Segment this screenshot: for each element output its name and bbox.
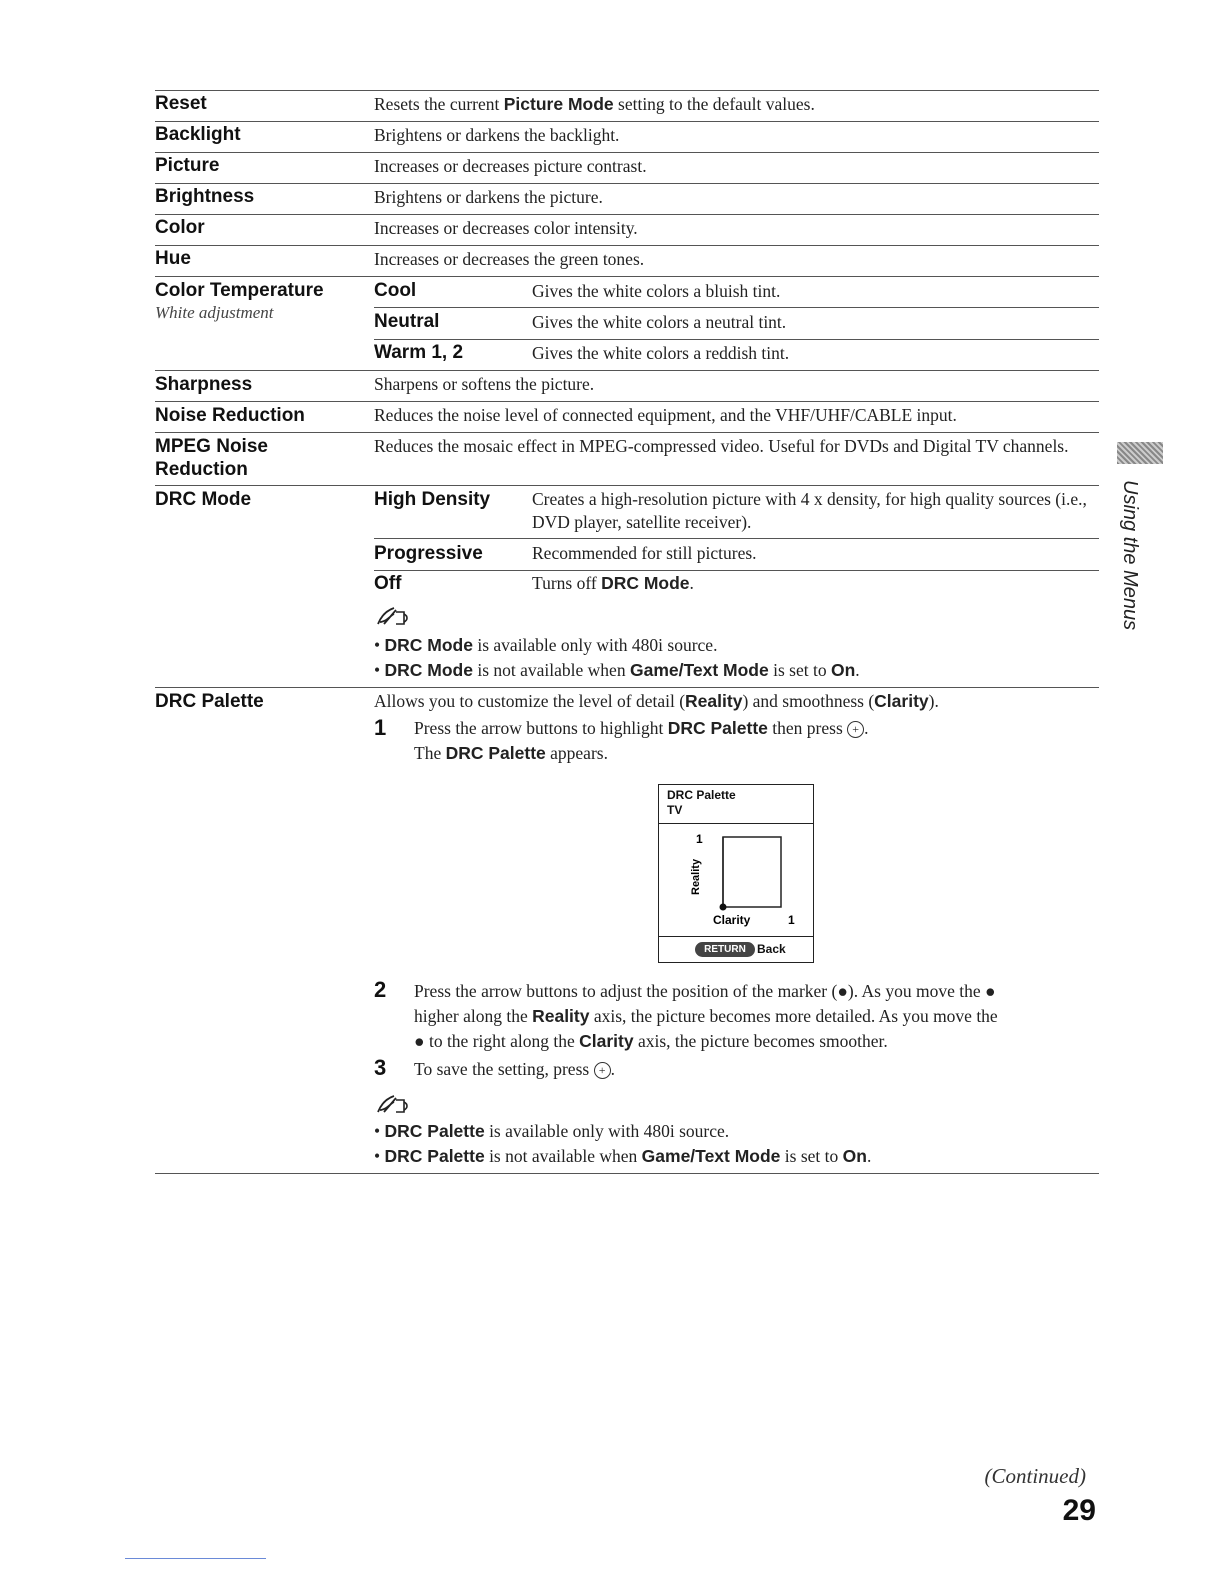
desc-noise-reduction: Reduces the noise level of connected equipment, and the VHF/UHF/CABLE input. bbox=[374, 405, 957, 425]
option-high-density: High Density bbox=[374, 489, 491, 510]
desc-reset: Resets the current Picture Mode setting to the default values. bbox=[374, 94, 815, 114]
enter-button-icon: + bbox=[847, 721, 864, 738]
desc-hue: Increases or decreases the green tones. bbox=[374, 249, 645, 269]
rule bbox=[155, 687, 1099, 688]
term-drc-palette: DRC Palette bbox=[155, 691, 264, 712]
term-noise-reduction: Noise Reduction bbox=[155, 405, 305, 426]
enter-button-icon: + bbox=[594, 1062, 611, 1079]
rule bbox=[155, 90, 1099, 91]
footer-line bbox=[125, 1558, 266, 1559]
option-warm-desc: Gives the white colors a reddish tint. bbox=[532, 343, 790, 363]
rule bbox=[155, 485, 1099, 486]
term-drc-mode: DRC Mode bbox=[155, 489, 252, 510]
desc-picture: Increases or decreases picture contrast. bbox=[374, 156, 647, 176]
drc-mode-note-2: • DRC Mode is not available when Game/Text Mode is set to On. bbox=[374, 660, 860, 680]
term-sharpness: Sharpness bbox=[155, 374, 253, 395]
option-off: Off bbox=[374, 573, 402, 594]
desc-brightness: Brightens or darkens the picture. bbox=[374, 187, 603, 207]
term-color-temperature: Color Temperature bbox=[155, 280, 324, 301]
rule bbox=[155, 401, 1099, 402]
term-color: Color bbox=[155, 217, 205, 238]
osd-y-label: Reality bbox=[690, 858, 702, 895]
note-icon bbox=[374, 604, 414, 628]
osd-marker bbox=[720, 904, 727, 911]
rule bbox=[155, 152, 1099, 153]
desc-backlight: Brightens or darkens the backlight. bbox=[374, 125, 620, 145]
term-brightness: Brightness bbox=[155, 186, 255, 207]
osd-footer bbox=[659, 936, 813, 962]
rule bbox=[155, 276, 1099, 277]
osd-y-max: 1 bbox=[696, 832, 703, 846]
drc-palette-osd bbox=[658, 784, 814, 963]
drc-palette-intro: Allows you to customize the level of detail (Reality) and smoothness (Clarity). bbox=[374, 691, 939, 711]
color-temp-subtitle: White adjustment bbox=[155, 303, 274, 322]
option-progressive: Progressive bbox=[374, 543, 483, 564]
option-neutral: Neutral bbox=[374, 311, 440, 332]
return-button[interactable]: RETURN bbox=[695, 942, 755, 957]
rule bbox=[155, 370, 1099, 371]
option-neutral-desc: Gives the white colors a neutral tint. bbox=[532, 312, 787, 332]
option-cool-desc: Gives the white colors a bluish tint. bbox=[532, 281, 781, 301]
rule bbox=[155, 183, 1099, 184]
step-3-text: To save the setting, press + . bbox=[414, 1059, 615, 1079]
osd-palette-graph bbox=[659, 825, 813, 935]
desc-sharpness: Sharpens or softens the picture. bbox=[374, 374, 595, 394]
osd-header bbox=[659, 785, 813, 824]
step-1-number: 1 bbox=[374, 715, 387, 740]
rule bbox=[155, 1173, 1099, 1174]
note-icon bbox=[374, 1092, 414, 1116]
rule bbox=[155, 214, 1099, 215]
step-2-number: 2 bbox=[374, 977, 387, 1002]
osd-title: DRC Palette bbox=[667, 788, 736, 802]
rule bbox=[155, 245, 1099, 246]
term-hue: Hue bbox=[155, 248, 191, 269]
section-tab-label: Using the Menus bbox=[1119, 480, 1141, 631]
desc-color: Increases or decreases color intensity. bbox=[374, 218, 638, 238]
rule bbox=[374, 339, 1099, 340]
term-backlight: Backlight bbox=[155, 124, 241, 145]
rule bbox=[155, 121, 1099, 122]
rule bbox=[155, 432, 1099, 433]
rule bbox=[374, 307, 1099, 308]
rule bbox=[374, 538, 1099, 539]
desc-mpeg-noise-reduction: Reduces the mosaic effect in MPEG-compressed video. Useful for DVDs and Digital TV channels. bbox=[374, 436, 1069, 456]
drc-palette-note-1: • DRC Palette is available only with 480i source. bbox=[374, 1121, 730, 1141]
step-3-number: 3 bbox=[374, 1055, 387, 1080]
rule bbox=[374, 570, 1099, 571]
step-2-text: Press the arrow buttons to adjust the position of the marker (●). As you move the ● higher along the Reality axis, the picture becomes more detailed. As you move the ● to the right along the Clarity axis, the picture becomes smoother. bbox=[414, 981, 998, 1051]
term-picture: Picture bbox=[155, 155, 220, 176]
drc-palette-note-2: • DRC Palette is not available when Game/Text Mode is set to On. bbox=[374, 1146, 872, 1166]
page-number: 29 bbox=[1062, 1494, 1096, 1527]
osd-grid-box bbox=[723, 837, 781, 907]
term-mpeg-noise-reduction: MPEG Noise Reduction bbox=[155, 436, 268, 480]
osd-input: TV bbox=[667, 803, 683, 817]
continued-label: (Continued) bbox=[984, 1464, 1086, 1488]
drc-mode-note-1: • DRC Mode is available only with 480i source. bbox=[374, 635, 718, 655]
option-warm: Warm 1, 2 bbox=[374, 342, 464, 363]
option-progressive-desc: Recommended for still pictures. bbox=[532, 543, 757, 563]
osd-x-label: Clarity bbox=[713, 913, 751, 927]
section-tab-marker bbox=[1117, 442, 1163, 464]
option-high-density-desc: Creates a high-resolution picture with 4 x density, for high quality sources (i.e., DVD player, satellite receiver). bbox=[532, 489, 1087, 532]
step-1-text: Press the arrow buttons to highlight DRC Palette then press + . The DRC Palette appears. bbox=[414, 718, 869, 763]
osd-back-label: Back bbox=[757, 942, 786, 956]
option-cool: Cool bbox=[374, 280, 417, 301]
term-reset: Reset bbox=[155, 93, 207, 114]
osd-x-max: 1 bbox=[788, 913, 795, 927]
option-off-desc: Turns off DRC Mode. bbox=[532, 573, 694, 593]
